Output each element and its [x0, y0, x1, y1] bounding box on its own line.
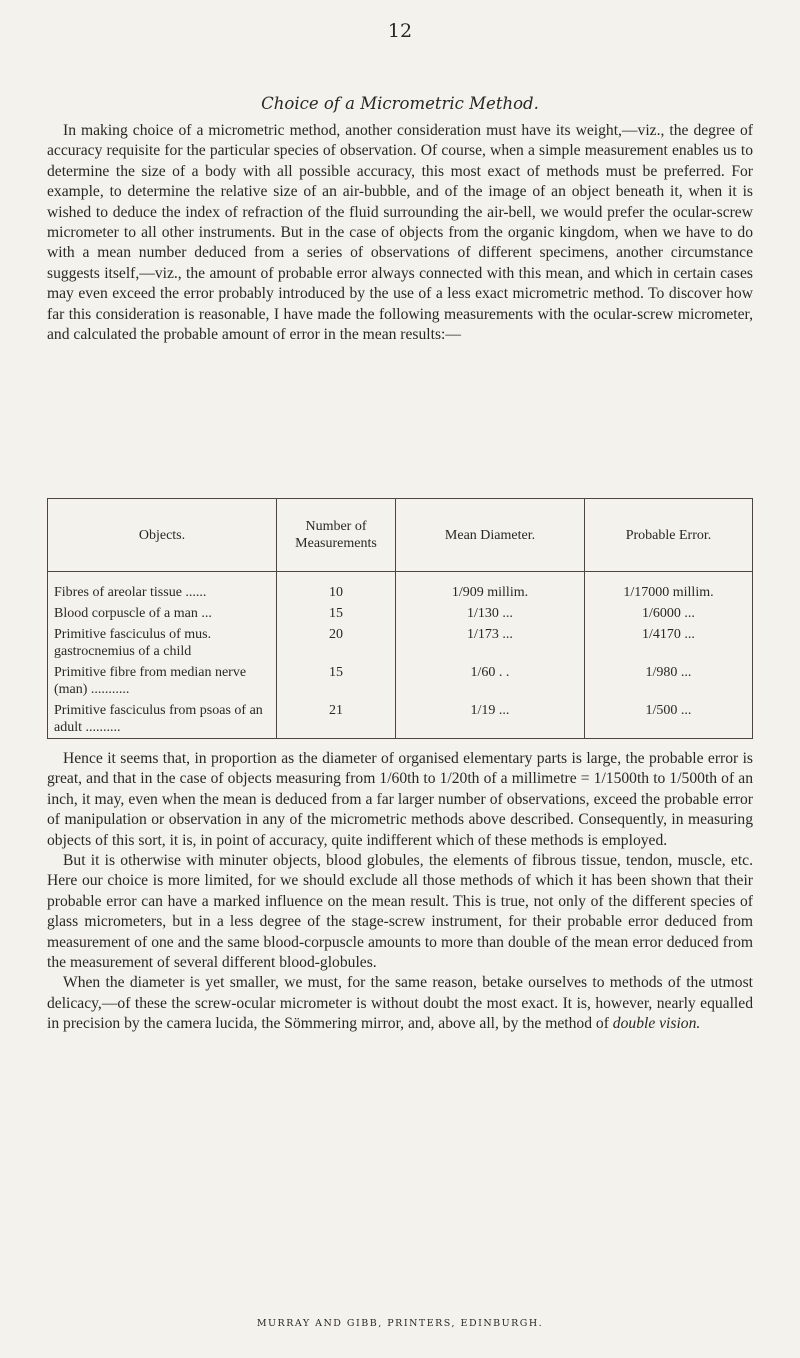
- row-count: 21: [277, 700, 396, 739]
- row-count: 15: [277, 662, 396, 700]
- paragraph-4: [47, 973, 753, 1034]
- table-row: [48, 700, 753, 739]
- row-probable-error: 1/980 ...: [585, 662, 753, 700]
- section-heading: Choice of a Micrometric Method.: [261, 94, 539, 113]
- header-number-of-measurements: Number of Measurements: [277, 499, 396, 572]
- row-object: Primitive fasciculus of mus. gastrocnemius of a child: [48, 624, 277, 662]
- paragraph-2: Hence it seems that, in proportion as the diameter of organised elementary parts is large, the probable error is great, and that in the case of objects measuring from 1/60th to 1/20th of a millimetre = 1/1500th to 1/500th of an inch, it may, even when the mean is deduced from a far larger number of observations, exceed the probable error of manipulation or observation in any of the micrometric methods above described. Consequently, in measuring objects of this sort, it is, in point of accuracy, quite indifferent which of these methods is employed.: [47, 750, 753, 849]
- measurements-table: [47, 498, 753, 735]
- table-row: [48, 603, 753, 624]
- paragraph-intro: [47, 121, 753, 345]
- row-probable-error: 1/4170 ...: [585, 624, 753, 662]
- row-mean-diameter: 1/19 ...: [396, 700, 585, 739]
- paragraph-conclusions: [47, 749, 753, 1035]
- header-probable-error: Probable Error.: [585, 499, 753, 572]
- paragraph-4-emphasis: double vision.: [612, 1015, 701, 1033]
- row-count: 10: [277, 572, 396, 604]
- paragraph-3: But it is otherwise with minuter objects, blood globules, the elements of fibrous tissue, tendon, muscle, etc. Here our choice is more limited, for we should exclude all those methods of which it has been shown that their probable error can have a marked influence on the mean result. This is true, not only of the different species of glass micrometers, but in a less degree of the stage-screw instrument, for their probable error deduced from measurement of one and the same blood-corpuscle amounts to more than double of the mean error deduced from the measurement of several different blood-globules.: [47, 852, 753, 972]
- row-object: Blood corpuscle of a man ...: [48, 603, 277, 624]
- row-object: Fibres of areolar tissue ......: [48, 572, 277, 604]
- table-row: [48, 572, 753, 604]
- row-object: Primitive fibre from median nerve (man) ...........: [48, 662, 277, 700]
- header-mean-diameter: Mean Diameter.: [396, 499, 585, 572]
- paragraph-1: In making choice of a micrometric method, another consideration must have its weight,—viz., the degree of accuracy requisite for the particular species of observation. Of course, when a simple measurement enables us to determine the size of a body with all possible accuracy, this most exact of methods must be preferred. For example, to determine the relative size of an air-bubble, and of the image of an object beneath it, when it is wished to deduce the index of refraction of the fluid surrounding the air-bell, we would prefer the ocular-screw micrometer to all other instruments. But in the case of objects from the organic kingdom, when we have to do with a mean number deduced from a series of observations of different specimens, another circumstance suggests itself,—viz., the amount of probable error always connected with this mean, and which in certain cases may even exceed the error probably introduced by the use of a less exact micrometric method. To discover how far this consideration is reasonable, I have made the following measurements with the ocular-screw micrometer, and calculated the probable amount of error in the mean results:—: [47, 122, 753, 344]
- row-object: Primitive fasciculus from psoas of an adult ..........: [48, 700, 277, 739]
- paragraph-4-text: When the diameter is yet smaller, we must, for the same reason, betake ourselves to methods of the utmost delicacy,—of these the screw-ocular micrometer is without doubt the most exact. It is, however, nearly equalled in precision by the camera lucida, the Sömmering mirror, and, above all, by the method of: [47, 974, 753, 1033]
- row-count: 15: [277, 603, 396, 624]
- row-count: 20: [277, 624, 396, 662]
- table-row: [48, 624, 753, 662]
- row-probable-error: 1/500 ...: [585, 700, 753, 739]
- row-mean-diameter: 1/60 . .: [396, 662, 585, 700]
- header-objects: Objects.: [48, 499, 277, 572]
- page-number: 12: [387, 20, 413, 42]
- table-row: [48, 662, 753, 700]
- row-mean-diameter: 1/909 millim.: [396, 572, 585, 604]
- row-mean-diameter: 1/130 ...: [396, 603, 585, 624]
- row-probable-error: 1/6000 ...: [585, 603, 753, 624]
- row-probable-error: 1/17000 millim.: [585, 572, 753, 604]
- printer-imprint: MURRAY AND GIBB, PRINTERS, EDINBURGH.: [256, 1318, 544, 1329]
- row-mean-diameter: 1/173 ...: [396, 624, 585, 662]
